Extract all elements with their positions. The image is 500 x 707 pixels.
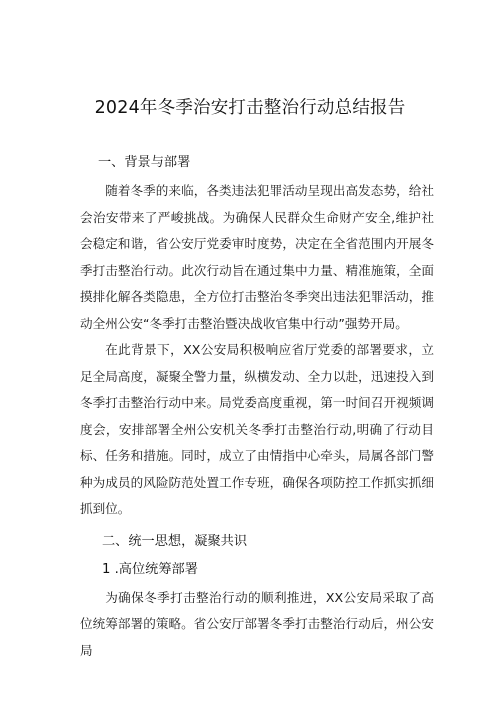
subsection-heading-high-level-deployment: 1 .高位统筹部署: [102, 561, 198, 577]
section-heading-unify-thinking: 二、统一思想，凝聚共识: [102, 533, 248, 549]
section-heading-background: 一、背景与部署: [98, 155, 191, 170]
document-body: [80, 150, 434, 664]
paragraph-background-1: 随着冬季的来临，各类违法犯罪活动呈现出高发态势，给社会治安带来了严峻挑战。为确保人民群众生命财产安全,维护社会稳定和谐，省公安厅党委审时度势，决定在全省范围内开展冬季打击整治行动。此次行动旨在通过集中力量、精准施策，全面摸排化解各类隐患，全方位打击整治冬季突出违法犯罪活动，推动全州公安“冬季打击整治暨决战收官集中行动”强势开局。: [80, 183, 434, 331]
document-title: 2024年冬季治安打击整治行动总结报告: [94, 98, 406, 118]
paragraph-background-2: 在此背景下，XX公安局积极响应省厅党委的部署要求，立足全局高度，凝聚全警力量，纵横发动、全力以赴，迅速投入到冬季打击整治行动中来。局党委高度重视，第一时间召开视频调度会，安排部署全州公安机关冬季打击整治行动,明确了行动目标、任务和措施。同时，成立了由情指中心牵头，局属各部门警种为成员的风险防范处置工作专班，确保各项防控工作抓实抓细抓到位。: [80, 342, 434, 516]
paragraph-deployment-1: 为确保冬季打击整治行动的顺利推进，XX公安局采取了高位统筹部署的策略。省公安厅部署冬季打击整治行动后，州公安局: [80, 589, 434, 658]
